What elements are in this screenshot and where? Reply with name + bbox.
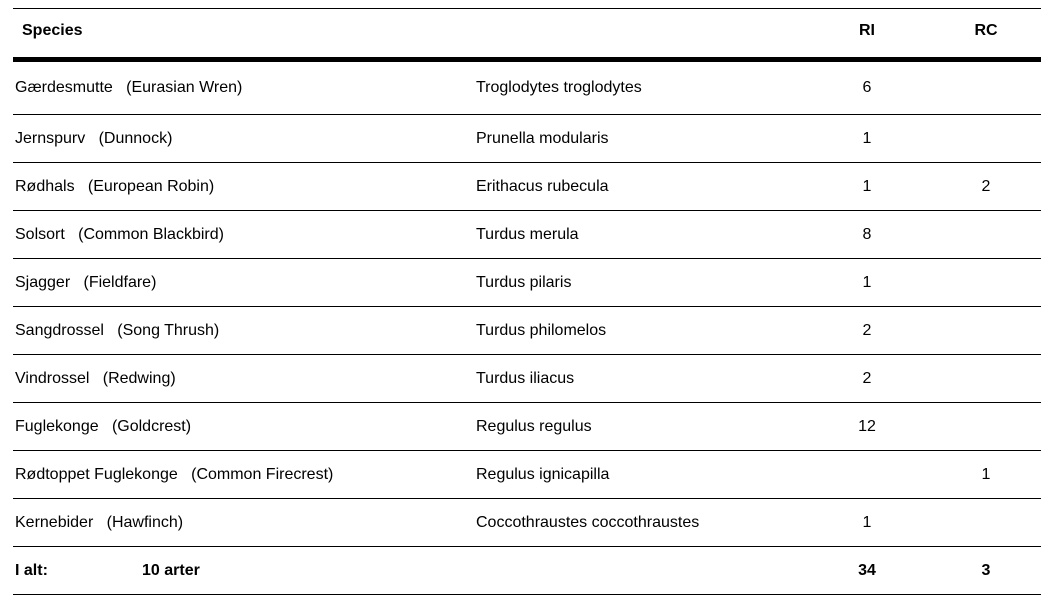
species-name: Rødtoppet Fuglekonge (Common Firecrest)	[15, 465, 334, 483]
table-header: Species RI RC	[13, 8, 1041, 62]
latin-name: Erithacus rubecula	[476, 177, 609, 195]
table-row: Sjagger (Fieldfare) Turdus pilaris 1	[13, 259, 1041, 307]
latin-name: Regulus ignicapilla	[476, 465, 610, 483]
total-row: I alt: 10 arter 34 3	[13, 547, 1041, 595]
latin-name: Turdus philomelos	[476, 321, 607, 339]
total-label: I alt:	[15, 561, 48, 579]
latin-name: Turdus merula	[476, 225, 579, 243]
table-row: Kernebider (Hawfinch) Coccothraustes coccothraustes 1	[13, 499, 1041, 547]
header-species: Species	[22, 22, 83, 39]
species-name: Kernebider (Hawfinch)	[15, 513, 184, 531]
species-name: Vindrossel (Redwing)	[15, 369, 176, 387]
table-row: Jernspurv (Dunnock) Prunella modularis 1	[13, 115, 1041, 163]
table-row: Fuglekonge (Goldcrest) Regulus regulus 12	[13, 403, 1041, 451]
latin-name: Prunella modularis	[476, 129, 609, 147]
species-name: Rødhals (European Robin)	[15, 177, 215, 195]
table-row: Gærdesmutte (Eurasian Wren) Troglodytes troglodytes 6	[13, 62, 1041, 115]
latin-name: Turdus iliacus	[476, 369, 575, 387]
species-name: Solsort (Common Blackbird)	[15, 225, 224, 243]
latin-name: Coccothraustes coccothraustes	[476, 513, 700, 531]
table-row: Rødtoppet Fuglekonge (Common Firecrest) Regulus ignicapilla 1	[13, 451, 1041, 499]
species-name: Sjagger (Fieldfare)	[15, 273, 157, 291]
species-name: Jernspurv (Dunnock)	[15, 129, 173, 147]
species-table	[13, 8, 1041, 595]
latin-name: Troglodytes troglodytes	[476, 79, 642, 96]
total-species-count: 10 arter	[142, 561, 200, 579]
table-row: Solsort (Common Blackbird) Turdus merula 8	[13, 211, 1041, 259]
latin-name: Regulus regulus	[476, 417, 592, 435]
species-name: Gærdesmutte (Eurasian Wren)	[15, 79, 243, 96]
table-row: Vindrossel (Redwing) Turdus iliacus 2	[13, 355, 1041, 403]
latin-name: Turdus pilaris	[476, 273, 572, 291]
species-name: Sangdrossel (Song Thrush)	[15, 321, 220, 339]
table-row: Rødhals (European Robin) Erithacus rubecula 1 2	[13, 163, 1041, 211]
species-name: Fuglekonge (Goldcrest)	[15, 417, 192, 435]
table-row: Sangdrossel (Song Thrush) Turdus philomelos 2	[13, 307, 1041, 355]
